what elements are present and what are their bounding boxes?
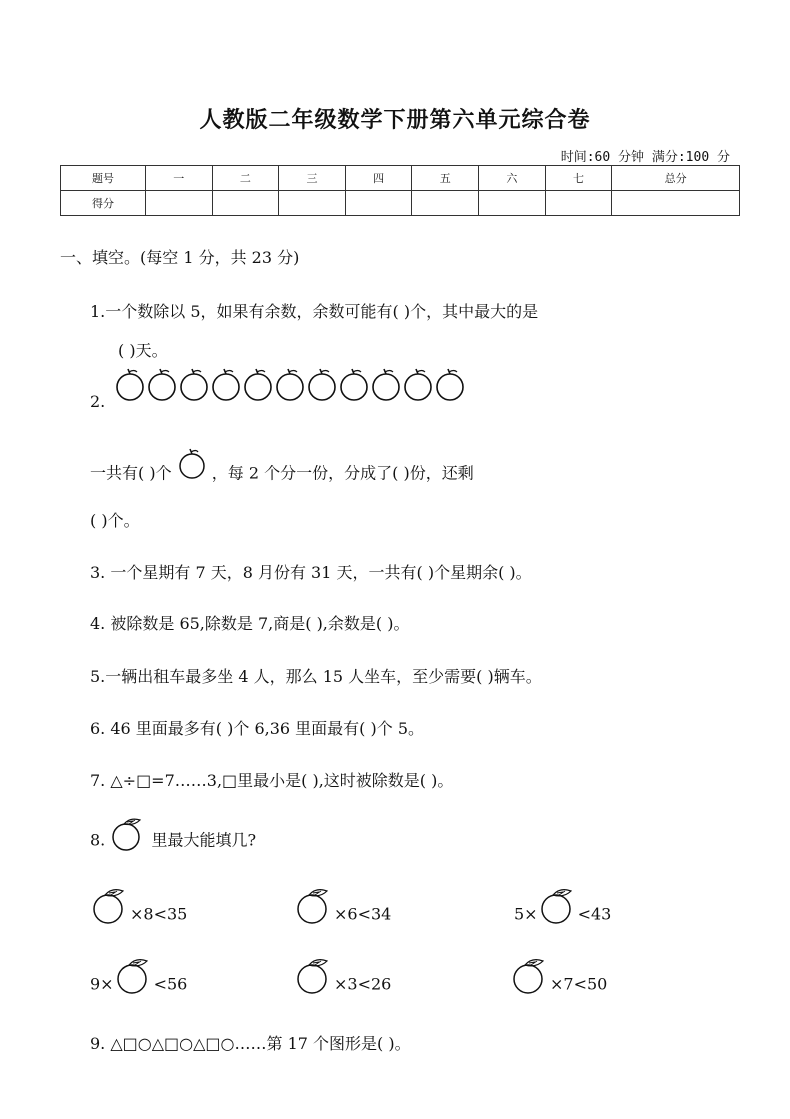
apple-icon [402,368,434,406]
leaf-apple-icon [114,955,154,999]
score-cell [545,191,612,216]
apple-icon [177,447,207,485]
score-cell [212,191,279,216]
apple-icon [210,368,242,406]
score-cell [279,191,346,216]
question-9: 9. △□○△□○△□○……第 17 个图形是( )。 [90,1034,411,1053]
score-header-cell: 一 [146,166,213,191]
q8-item-prefix: 5× [514,904,538,924]
q8-item-suffix: <56 [153,974,188,994]
question-5: 5.一辆出租车最多坐 4 人，那么 15 人坐车，至少需要( )辆车。 [90,667,542,686]
apple-icon [146,368,178,406]
q8-item-prefix: 9× [90,974,114,994]
apple-icon [338,368,370,406]
score-cell [412,191,479,216]
section-heading: 一、填空。(每空 1 分，共 23 分) [60,248,300,267]
score-table-header-row [61,166,740,191]
leaf-apple-icon [510,955,550,999]
question-4: 4. 被除数是 65,除数是 7,商是( ),余数是( )。 [90,614,410,633]
leaf-apple-icon [90,885,130,929]
question-8-line [90,820,256,862]
q8-item-suffix: ×7<50 [550,974,608,994]
leaf-apple-icon [294,885,334,929]
apple-icon [434,368,466,406]
score-cell [345,191,412,216]
q8-item-suffix: ×8<35 [130,904,188,924]
score-header-cell: 四 [345,166,412,191]
question-7: 7. △÷□=7……3,□里最小是( ),这时被除数是( )。 [90,771,454,790]
page-title: 人教版二年级数学下册第六单元综合卷 [199,108,591,133]
score-header-cell: 二 [212,166,279,191]
q8-item [514,893,611,937]
apple-icon [242,368,274,406]
question-2-prefix: 一共有( )个 [90,463,172,483]
score-header-cell: 七 [545,166,612,191]
apple-icon [274,368,306,406]
q8-item [294,963,391,1007]
exam-meta: 时间:60 分钟 满分:100 分 [560,150,730,165]
q8-item [294,893,391,937]
question-2-number: 2. [90,392,106,411]
score-cell [479,191,546,216]
apple-icon [370,368,402,406]
q8-item [90,963,187,1007]
q8-item-suffix: <43 [577,904,612,924]
score-table-score-row [61,191,740,216]
apple-icon [178,368,210,406]
question-3: 3. 一个星期有 7 天，8 月份有 31 天，一共有( )个星期余( )。 [90,563,532,582]
leaf-apple-icon [538,885,578,929]
leaf-apple-icon [294,955,334,999]
question-2-suffix: ，每 2 个分一份，分成了( )份，还剩 [211,463,474,483]
question-8-number: 8. [90,830,106,850]
score-header-cell: 六 [479,166,546,191]
score-cell [146,191,213,216]
question-2-line-1 [90,455,474,493]
score-header-cell: 题号 [61,166,146,191]
question-8-text: 里最大能填几? [151,830,257,850]
score-header-cell: 三 [279,166,346,191]
score-header-cell: 总分 [612,166,740,191]
q8-item-suffix: ×3<26 [334,974,392,994]
question-1-line-1: 1.一个数除以 5，如果有余数，余数可能有( )个，其中最大的是 [90,302,539,321]
score-row-label: 得分 [61,191,146,216]
score-header-cell: 五 [412,166,479,191]
question-2-line-2: ( )个。 [90,511,140,530]
q8-item [90,893,187,937]
question-1-line-2: ( )天。 [118,341,168,360]
apple-icon [306,368,338,406]
score-cell [612,191,740,216]
question-6: 6. 46 里面最多有( )个 6,36 里面最有( )个 5。 [90,719,425,738]
q8-item-suffix: ×6<34 [334,904,392,924]
score-table [60,165,740,216]
apple-icon [114,368,146,406]
leaf-apple-icon [110,814,146,856]
apple-row [114,368,466,406]
q8-item [510,963,607,1007]
